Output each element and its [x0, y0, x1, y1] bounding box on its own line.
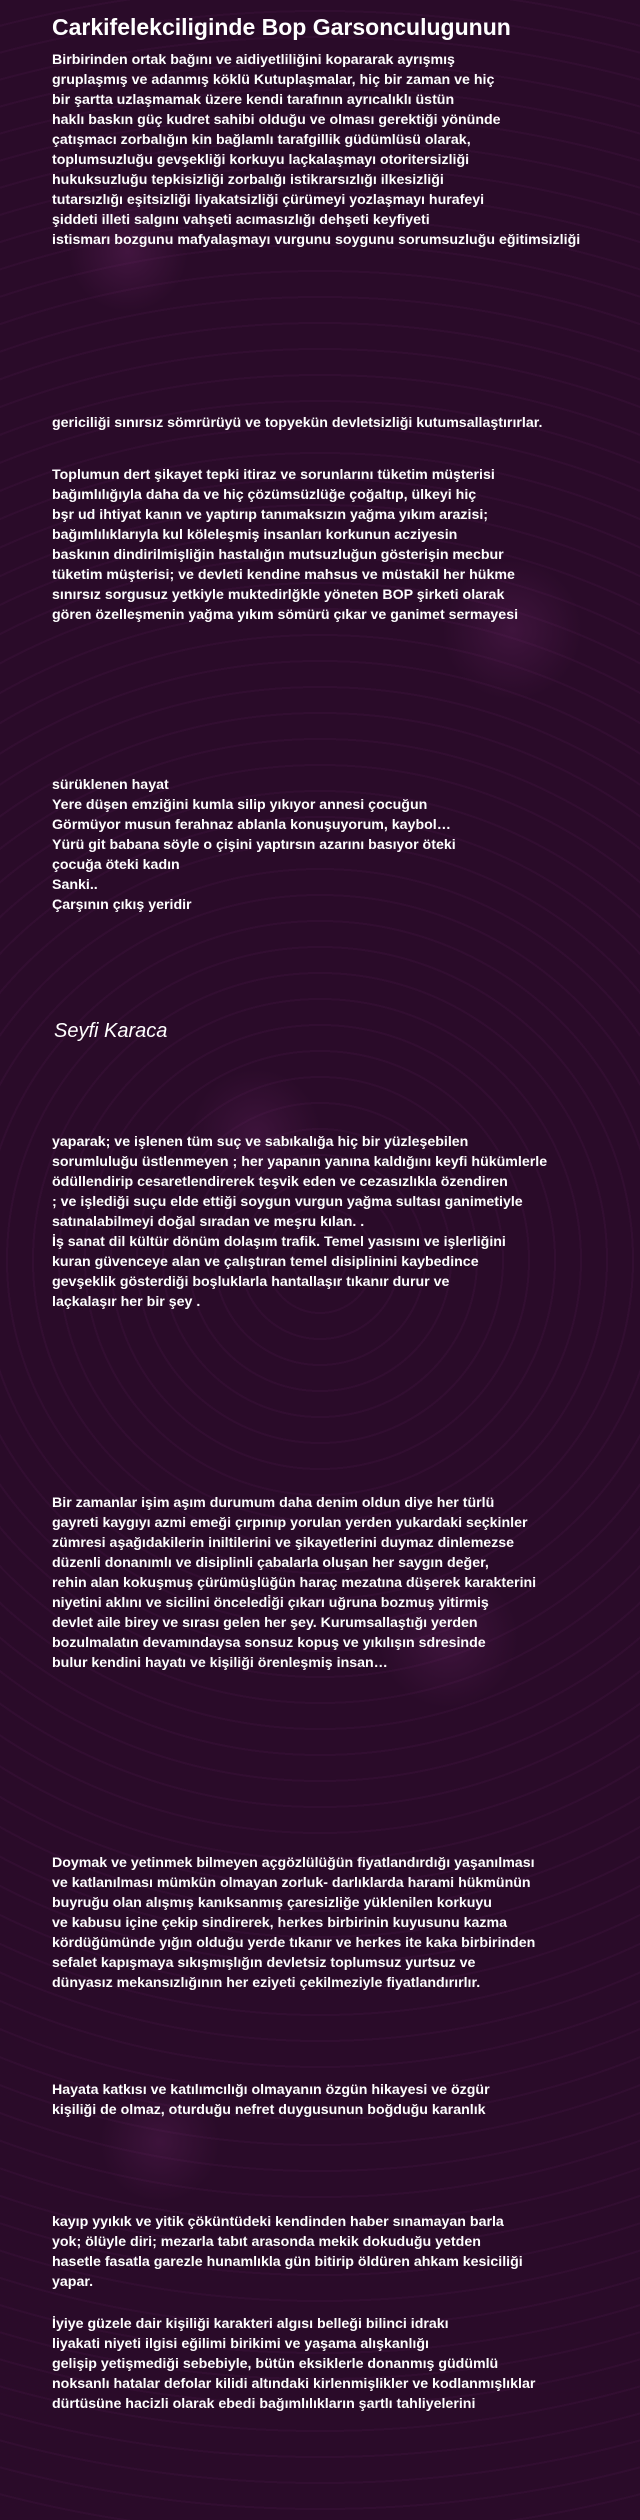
- poem-line: gericiliği sınırsız sömrürüyü ve topyekün devletsizliği kutumsallaştırırlar.: [52, 415, 543, 431]
- stanza: [52, 465, 640, 625]
- poem-line: İyiye güzele dair kişiliği karakteri algısı belleği bilinci idrakı: [52, 2316, 449, 2332]
- poem-line: yok; ölüyle diri; mezarla tabıt arasonda mekik dokuduğu yetden: [52, 2234, 481, 2250]
- poem-line: gayreti kaygıyı azmi emeği çırpınıp yorulan yerden yukardaki seçkinler: [52, 1515, 528, 1531]
- stanza: [52, 2080, 640, 2120]
- poem-line: hukuksuzluğu tepkisizliği zorbalığı istikrarsızlığı ilkesizliği: [52, 172, 444, 188]
- stanza: [52, 50, 640, 250]
- poem-line: dürtüsüne hacizli olarak ebedi bağımlılıkların şartlı tahliyelerini: [52, 2396, 476, 2412]
- poem-line: istismarı bozgunu mafyalaşmayı vurgunu soygunu sorumsuzluğu eğitimsizliği: [52, 232, 581, 248]
- poem-line: satınalabilmeyi doğal sıradan ve meşru kılan. .: [52, 1214, 365, 1230]
- poem-line: Hayata katkısı ve katılımcılığı olmayanın özgün hikayesi ve özgür: [52, 2082, 490, 2098]
- stanza: [52, 1493, 640, 1673]
- poem-line: Birbirinden ortak bağını ve aidiyetliliğini kopararak ayrışmış: [52, 52, 455, 68]
- poem-line: rehin alan kokuşmuş çürümüşlüğün haraç mezatına düşerek karakterini: [52, 1575, 537, 1591]
- stanza: [52, 2314, 640, 2414]
- stanza: [52, 413, 640, 433]
- poem-line: bozulmalatın devamındaysa sonsuz kopuş ve yıkılışın sdresinde: [52, 1635, 486, 1651]
- poem-line: Bir zamanlar işim aşım durumum daha denim oldun diye her türlü: [52, 1495, 495, 1511]
- poem-line: baskının dindirilmişliğin hastalığın mutsuzluğun gösterişin mecbur: [52, 547, 504, 563]
- poem-line: sınırsız sorgusuz yetkiyle muktedirlğkle yöneten BOP şirketi olarak: [52, 587, 505, 603]
- poem-line: düzenli donanımlı ve disiplinli çabalarla oluşan her saygın değer,: [52, 1555, 489, 1571]
- poem-line: gevşeklik gösterdiği boşluklarla hantallaşır tıkanır durur ve: [52, 1274, 450, 1290]
- poem-line: liyakati niyeti ilgisi eğilimi birikimi ve yaşama alışkanlığı: [52, 2336, 429, 2352]
- stanza: [52, 2212, 640, 2292]
- poem-line: Yere düşen emziğini kumla silip yıkıyor annesi çocuğun: [52, 797, 428, 813]
- poem-line: ; ve işlediği suçu elde ettiği soygun vurgun yağma sultası ganimetiyle: [52, 1194, 523, 1210]
- poem-line: ve katlanılması mümkün olmayan zorluk- darlıklarda harami hükmünün: [52, 1875, 531, 1891]
- poem-line: noksanlı hatalar defolar kilidi altındaki kirlenmişlikler ve kodlanmışlıklar: [52, 2376, 536, 2392]
- poem-line: Yürü git babana söyle o çişini yaptırsın azarını basıyor öteki: [52, 837, 456, 853]
- poem-line: niyetini aklını ve sicilini önceledi̇ği çıkarı uğruna bozmuş yitirmiş: [52, 1595, 489, 1611]
- poem-line: gruplaşmış ve adanmış köklü Kutuplaşmalar, hiç bir zaman ve hiç: [52, 72, 495, 88]
- poem-line: ve kabusu içine çekip sindirerek, herkes birbirinin kuyusunu kazma: [52, 1915, 507, 1931]
- poem-line: bşr ud ihtiyat kanın ve yaptırıp tanımaksızın yağma yıkım arazisi;: [52, 507, 489, 523]
- poem-line: laçkalaşır her bir şey .: [52, 1294, 201, 1310]
- poem-line: bulur kendini hayatı ve kişiliği örenleşmiş insan…: [52, 1655, 388, 1671]
- poem-line: yapar.: [52, 2274, 94, 2290]
- poem-line: hasetle fasatla garezle hunamlıkla gün bitirip öldüren ahkam kesiciliği: [52, 2254, 523, 2270]
- poem-line: zümresi aşağıdakilerin iniltilerini ve şikayetlerini duymaz dinlemezse: [52, 1535, 515, 1551]
- poem-line: buyruğu olan alışmış kanıksanmış çaresizliğe yüklenilen korkuyu: [52, 1895, 492, 1911]
- poem-line: bağımlılıklarıyla kul köleleşmiş insanları korkunun acziyesin: [52, 527, 458, 543]
- stanza: [52, 1132, 640, 1312]
- poem-line: dünyasız mekansızlığının her eziyeti çekilmeziyle fiyatlandırırlır.: [52, 1975, 481, 1991]
- poem-line: haklı baskın güç kudret sahibi olduğu ve olması gerektiği yönünde: [52, 112, 501, 128]
- poem-line: devlet aile birey ve sırası gelen her şey. Kurumsallaştığı yerden: [52, 1615, 478, 1631]
- poem-title: Carkifelekciliginde Bop Garsonculugunun: [52, 14, 511, 40]
- poem-line: kayıp yyıkık ve yitik çöküntüdeki kendinden haber sınamayan barla: [52, 2214, 504, 2230]
- poem-line: bağımlılığıyla daha da ve hiç çözümsüzlüğe çoğaltıp, ülkeyi hiç: [52, 487, 477, 503]
- poem-line: sorumluluğu üstlenmeyen ; her yapanın yanına kaldığını keyfi hükümlerle: [52, 1154, 548, 1170]
- poem-line: İş sanat dil kültür dönüm dolaşım trafik. Temel yasısını ve işlerliğini: [52, 1234, 506, 1250]
- stanza: [52, 775, 640, 915]
- poem-line: yaparak; ve işlenen tüm suç ve sabıkalığa hiç bir yüzleşebilen: [52, 1134, 469, 1150]
- poem-line: çocuğa öteki kadın: [52, 857, 180, 873]
- poem-line: tüketim müşterisi; ve devleti kendine mahsus ve müstakil her hükme: [52, 567, 515, 583]
- poem-line: Doymak ve yetinmek bilmeyen açgözlülüğün fiyatlandırdığı yaşanılması: [52, 1855, 535, 1871]
- poem-line: sürüklenen hayat: [52, 777, 169, 793]
- poem-line: toplumsuzluğu gevşekliği korkuyu laçkalaşmayı otoritersizliği: [52, 152, 470, 168]
- poem-author: Seyfi Karaca: [54, 1020, 168, 1042]
- poem-line: çatışmacı zorbalığın kin bağlamlı tarafgillik güdümlüsü olarak,: [52, 132, 471, 148]
- poem-line: Çarşının çıkış yeridir: [52, 897, 192, 913]
- poem-line: tutarsızlığı eşitsizliği liyakatsizliği çürümeyi yozlaşmayı hurafeyi: [52, 192, 485, 208]
- poem-line: sefalet kapışmaya sıkışmışlığın devletsiz toplumsuz yurtsuz ve: [52, 1955, 476, 1971]
- poem-line: bir şartta uzlaşmamak üzere kendi tarafının ayrıcalıklı üstün: [52, 92, 455, 108]
- poem-line: Görmüyor musun ferahnaz ablanla konuşuyorum, kaybol…: [52, 817, 451, 833]
- poem-line: gelişip yetişmediği sebebiyle, bütün eksiklerle donanmış güdümlü: [52, 2356, 499, 2372]
- poem-line: şiddeti illeti salgını vahşeti acımasızlığı dehşeti keyfiyeti: [52, 212, 430, 228]
- stanza: [52, 1853, 640, 1993]
- poem-line: kişiliği de olmaz, oturduğu nefret duygusunun boğduğu karanlık: [52, 2102, 486, 2118]
- poem-line: kördüğümünde yığın olduğu yerde tıkanır ve herkes ite kaka birbirinden: [52, 1935, 536, 1951]
- poem-line: ödüllendirip cesaretlendirerek teşvik eden ve cezasızlıkla özendiren: [52, 1174, 508, 1190]
- poem-line: gören özelleşmenin yağma yıkım sömürü çıkar ve ganimet sermayesi: [52, 607, 519, 623]
- poem-line: Sanki..: [52, 877, 98, 893]
- poem-line: kuran güvenceye alan ve çalıştıran temel disiplinini kaybedince: [52, 1254, 479, 1270]
- poem-line: Toplumun dert şikayet tepki itiraz ve sorunlarını tüketim müşterisi: [52, 467, 495, 483]
